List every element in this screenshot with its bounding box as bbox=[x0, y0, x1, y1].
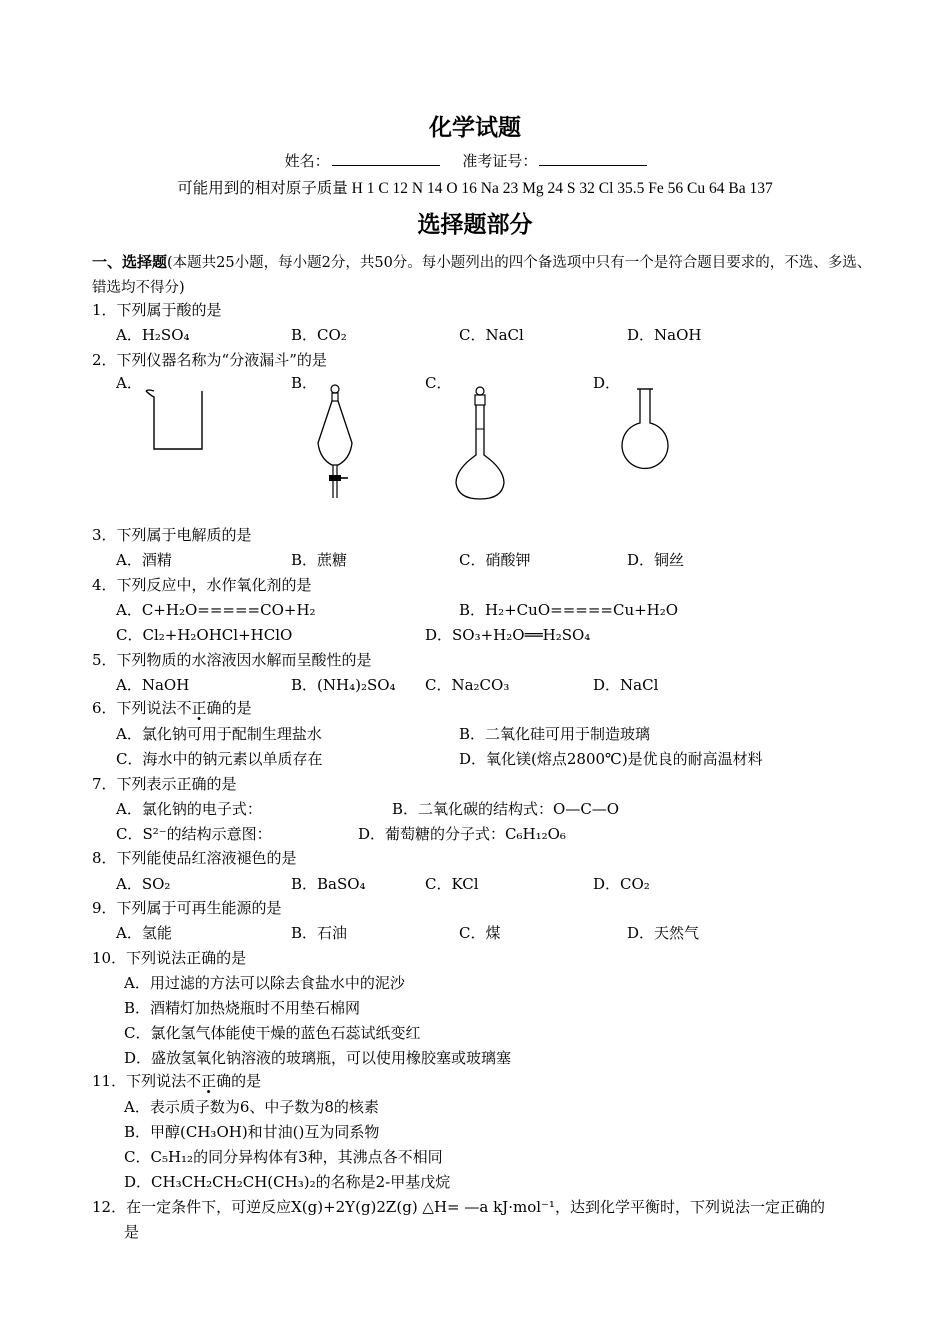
q6-stem-pre: 6．下列说法 bbox=[92, 699, 177, 717]
q1-option-a: A．H₂SO₄ bbox=[116, 326, 190, 344]
q2-option-c: C． bbox=[425, 374, 452, 392]
intro-text: (本题共25小题，每小题2分，共50分。每小题列出的四个备选项中只有一个是符合题目要求的，不选、多选、错选均不得分) bbox=[92, 255, 872, 296]
q6-option-a: A．氯化钠可用于配制生理盐水 bbox=[116, 725, 322, 743]
q7-option-d: D．葡萄糖的分子式：C₆H₁₂O₆ bbox=[358, 825, 566, 843]
q7-option-c: C．S²⁻的结构示意图： bbox=[116, 825, 272, 843]
candidate-info bbox=[0, 150, 950, 171]
q11-option-c: C．C₅H₁₂的同分异构体有3种，其沸点各不相同 bbox=[124, 1148, 443, 1166]
q2-option-a: A． bbox=[116, 374, 142, 392]
q1-option-d: D．NaOH bbox=[627, 326, 702, 344]
q5-option-c: C．Na₂CO₃ bbox=[425, 676, 510, 694]
q1-option-c: C．NaCl bbox=[459, 326, 524, 344]
section-intro bbox=[92, 250, 872, 301]
q9-option-c: C．煤 bbox=[459, 924, 501, 942]
q6-option-d: D．氧化镁(熔点2800℃)是优良的耐高温材料 bbox=[459, 750, 763, 768]
q9-option-d: D．天然气 bbox=[627, 924, 700, 942]
q7-option-a: A．氯化钠的电子式： bbox=[116, 800, 262, 818]
q5-option-a: A．NaOH bbox=[116, 676, 190, 694]
q10-option-d: D．盛放氢氧化钠溶液的玻璃瓶，可以使用橡胶塞或玻璃塞 bbox=[124, 1049, 512, 1067]
q8-option-d: D．CO₂ bbox=[593, 875, 650, 893]
exam-title: 化学试题 bbox=[429, 114, 521, 141]
q12-stem-continued: 是 bbox=[124, 1223, 140, 1241]
q10-stem: 10．下列说法正确的是 bbox=[92, 949, 247, 967]
q8-option-a: A．SO₂ bbox=[116, 875, 171, 893]
q2-option-d: D． bbox=[593, 374, 621, 392]
name-blank[interactable] bbox=[332, 151, 440, 166]
q4-option-b: B．H₂+CuO=====Cu+H₂O bbox=[459, 601, 679, 619]
q11-stem bbox=[92, 1071, 261, 1091]
q7-stem: 7．下列表示正确的是 bbox=[92, 775, 237, 793]
q6-option-c: C．海水中的钠元素以单质存在 bbox=[116, 750, 323, 768]
q2-option-b: B． bbox=[291, 374, 318, 392]
q7-option-b: B．二氧化碳的结构式：O—C—O bbox=[392, 800, 620, 818]
q4-option-a: A．C+H₂O=====CO+H₂ bbox=[116, 601, 316, 619]
id-label: 准考证号： bbox=[462, 152, 538, 170]
id-blank[interactable] bbox=[539, 151, 647, 166]
q5-option-d: D．NaCl bbox=[593, 676, 659, 694]
volumetric-flask-icon bbox=[450, 383, 510, 505]
q11-option-b: B．甲醇(CH₃OH)和甘油()互为同系物 bbox=[124, 1123, 380, 1141]
q3-option-c: C．硝酸钾 bbox=[459, 551, 531, 569]
q5-option-b: B．(NH₄)₂SO₄ bbox=[291, 676, 396, 694]
atomic-masses: 可能用到的相对原子质量 H 1 C 12 N 14 O 16 Na 23 Mg 24 S 32 Cl 35.5 Fe 56 Cu 64 Ba 137 bbox=[177, 180, 773, 197]
q8-stem: 8．下列能使品红溶液褪色的是 bbox=[92, 849, 297, 867]
q11-stem-pre: 11．下列说法 bbox=[92, 1072, 187, 1090]
q11-stem-post: 的是 bbox=[231, 1072, 262, 1090]
q11-option-d: D．CH₃CH₂CH₂CH(CH₃)₂的名称是2-甲基戊烷 bbox=[124, 1173, 451, 1191]
q6-stem bbox=[92, 698, 252, 718]
q5-stem: 5．下列物质的水溶液因水解而呈酸性的是 bbox=[92, 651, 372, 669]
q8-option-b: B．BaSO₄ bbox=[291, 875, 366, 893]
beaker-icon bbox=[140, 385, 210, 457]
q8-option-c: C．KCl bbox=[425, 875, 479, 893]
q6-option-b: B．二氧化硅可用于制造玻璃 bbox=[459, 725, 651, 743]
q9-stem: 9．下列属于可再生能源的是 bbox=[92, 899, 282, 917]
separatory-funnel-icon bbox=[310, 383, 360, 505]
q10-option-c: C．氯化氢气体能使干燥的蓝色石蕊试纸变红 bbox=[124, 1024, 421, 1042]
q4-option-c: C．Cl₂+H₂OHCl+HClO bbox=[116, 626, 293, 644]
q2-stem: 2．下列仪器名称为“分液漏斗”的是 bbox=[92, 351, 327, 369]
q11-option-a: A．表示质子数为6、中子数为8的核素 bbox=[124, 1098, 379, 1116]
name-label: 姓名： bbox=[284, 152, 330, 170]
q3-option-b: B．蔗糖 bbox=[291, 551, 348, 569]
q10-option-a: A．用过滤的方法可以除去食盐水中的泥沙 bbox=[124, 974, 405, 992]
q10-option-b: B．酒精灯加热烧瓶时不用垫石棉网 bbox=[124, 999, 361, 1017]
q6-stem-emphasis: 不正确 bbox=[176, 699, 222, 717]
q4-option-d: D．SO₃+H₂O══H₂SO₄ bbox=[425, 626, 591, 644]
section-title: 选择题部分 bbox=[417, 211, 533, 238]
q1-stem: 1．下列属于酸的是 bbox=[92, 301, 222, 319]
q12-stem: 12．在一定条件下，可逆反应X(g)+2Y(g)2Z(g) △H= —a kJ·mol⁻¹，达到化学平衡时，下列说法一定正确的 bbox=[92, 1198, 825, 1216]
q3-stem: 3．下列属于电解质的是 bbox=[92, 526, 252, 544]
q11-stem-emphasis: 不正确 bbox=[186, 1072, 232, 1090]
q6-stem-post: 的是 bbox=[221, 699, 252, 717]
round-bottom-flask-icon bbox=[615, 383, 675, 473]
intro-bold: 一、选择题 bbox=[92, 253, 168, 271]
q3-option-d: D．铜丝 bbox=[627, 551, 685, 569]
q1-option-b: B．CO₂ bbox=[291, 326, 347, 344]
q3-option-a: A．酒精 bbox=[116, 551, 172, 569]
q9-option-b: B．石油 bbox=[291, 924, 348, 942]
q4-stem: 4．下列反应中，水作氧化剂的是 bbox=[92, 576, 312, 594]
q9-option-a: A．氢能 bbox=[116, 924, 172, 942]
